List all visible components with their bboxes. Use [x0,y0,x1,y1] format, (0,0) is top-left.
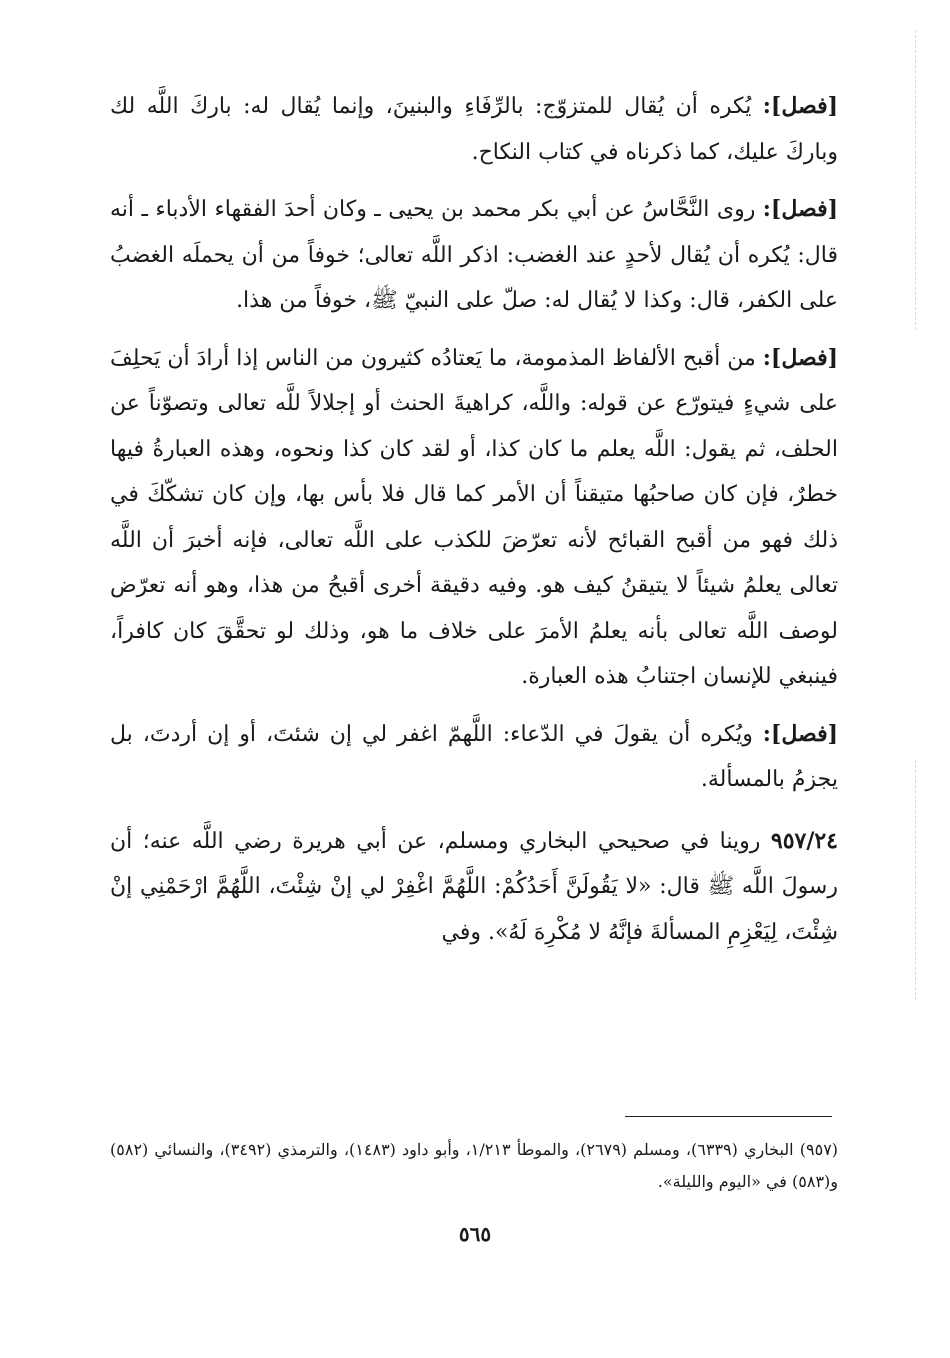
main-text [110,84,838,955]
section-marker: [فصل]: [762,720,838,747]
footnote-separator [625,1116,832,1117]
paragraph-1 [110,84,838,175]
paragraph-text: يُكره أن يُقال للمتزوّج: بالرِّفَاءِ والبنينَ، وإنما يُقال له: باركَ اللَّه لك وباركَ عليك، كما ذكرناه في كتاب النكاح. [110,94,838,165]
section-marker: [فصل]: [762,344,838,371]
scan-edge-mark [915,30,917,330]
hadith-paragraph [110,819,838,956]
paragraph-text: ويُكره أن يقولَ في الدّعاء: اللَّهمّ اغفر لي إن شئتَ، أو إن أردتَ، بل يجزمُ بالمسألة. [110,721,838,792]
paragraph-text: روى النَّحَّاسُ عن أبي بكر محمد بن يحيى ـ وكان أحدَ الفقهاء الأدباء ـ أنه قال: يُكره أن يُقال لأحدٍ عند الغضب: اذكر اللَّه تعالى؛ خوفاً من أن يحملَه الغضبُ على الكفر، قال: وكذا لا يُقال له: صلّ على النبيّ ﷺ، خوفاً من هذا. [110,197,838,313]
paragraph-4 [110,712,838,803]
page-number: ٥٦٥ [458,1222,492,1246]
scan-edge-mark-lower [915,760,917,1000]
hadith-number: ٩٥٧/٢٤ [770,827,838,854]
section-marker: [فصل]: [762,93,838,119]
paragraph-text: من أقبح الألفاظ المذمومة، ما يَعتادُه كثيرون من الناس إذا أرادَ أن يَحلِفَ على شيءٍ فيتورّع عن قوله: واللَّه، كراهيةَ الحنث أو إجلالاً للَّه تعالى وتصوّناً عن الحلف، ثم يقول: اللَّه يعلم ما كان كذا، أو لقد كان كذا ونحوه، وهذه العبارةُ فيها خطرٌ، فإن كان صاحبُها متيقناً أن الأمر كما قال فلا بأس بها، وإن كان تشكّكَ في ذلك فهو من أقبح القبائح لأنه تعرّضَ للكذب على اللَّه تعالى، فإنه أخبرَ أن اللَّه تعالى يعلمُ شيئاً لا يتيقنُ كيف هو. وفيه دقيقة أخرى أقبحُ من هذا، وهو أنه تعرّض لوصف اللَّه تعالى بأنه يعلمُ الأمرَ على خلاف ما هو، وذلك لو تحقَّقَ كان كافراً، فينبغي للإنسان اجتنابُ هذه العبارة. [110,345,838,689]
paragraph-2 [110,187,838,324]
hadith-text: روينا في صحيحي البخاري ومسلم، عن أبي هريرة رضي اللَّه عنه؛ أن رسولَ اللَّه ﷺ قال: «لا يَقُولَنَّ أَحَدُكُمْ: اللَّهُمَّ اغْفِرْ لي إنْ شِئْتَ، اللَّهُمَّ ارْحَمْنِي إنْ شِئْتَ، لِيَعْزِمِ المسألةَ فإنَّهُ لا مُكْرِهَ لَهُ». وفي [110,828,838,945]
section-marker: [فصل]: [762,196,838,222]
footnote: (٩٥٧) البخاري (٦٣٣٩)، ومسلم (٢٦٧٩)، والموطأ ١/٢١٣، وأبو داود (١٤٨٣)، والترمذي (٣٤٩٢)، والنسائي (٥٨٢) و(٥٨٣) في «اليوم والليلة». [110,1140,839,1191]
paragraph-3 [110,336,838,700]
